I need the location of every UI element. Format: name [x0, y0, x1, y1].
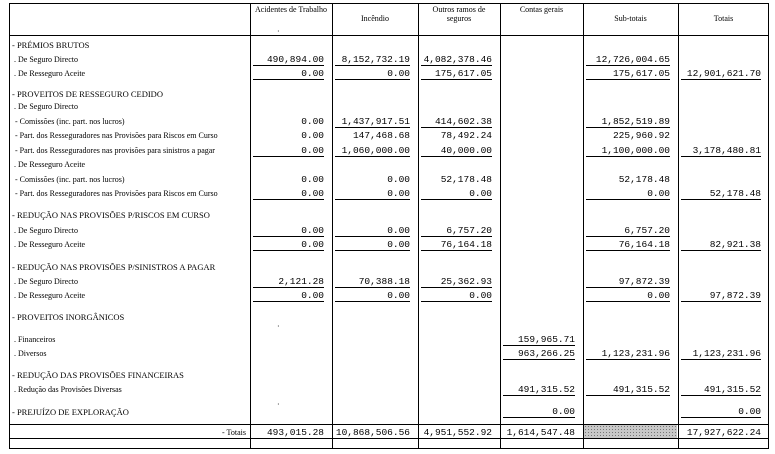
- value-incendio: 0.00: [387, 174, 410, 185]
- value-acidentes: 0.00: [253, 189, 324, 200]
- value-acidentes: 0.00: [301, 116, 324, 127]
- column-header-contas: Contas gerais: [519, 5, 564, 14]
- value-acidentes: 0.00: [301, 130, 324, 141]
- income-statement-sheet: [9, 3, 769, 449]
- value-incendio: 70,388.18: [335, 277, 410, 288]
- column-header-outros: Outros ramos de seguros: [432, 5, 486, 23]
- value-subtotais: 6,757.20: [586, 226, 670, 237]
- column-rule: [500, 4, 501, 448]
- line-item-label: . De Seguro Directo: [14, 102, 78, 111]
- value-totais: 52,178.48: [681, 189, 761, 200]
- value-acidentes: 0.00: [253, 146, 324, 157]
- total-totais: 17,927,622.24: [686, 427, 761, 438]
- value-incendio: 8,152,732.19: [335, 55, 410, 66]
- value-incendio: 1,060,000.00: [335, 146, 410, 157]
- line-item-label: . De Seguro Directo: [14, 277, 78, 286]
- line-item-label: - Part. dos Resseguradores nas Provisões para Riscos em Curso: [15, 131, 218, 140]
- value-outros: 52,178.48: [440, 174, 492, 185]
- value-outros: 40,000.00: [421, 146, 492, 157]
- value-totais: 1,123,231.96: [681, 349, 761, 360]
- total-incendio: 10,868,506.56: [335, 427, 410, 438]
- section-heading: - REDUÇÃO NAS PROVISÕES P/SINISTROS A PAGAR: [12, 262, 216, 272]
- column-rule: [250, 4, 251, 448]
- value-subtotais: 491,315.52: [586, 385, 670, 396]
- column-header-totais: Totais: [713, 14, 734, 23]
- value-incendio: 0.00: [335, 240, 410, 251]
- value-totais: 0.00: [681, 407, 761, 418]
- line-item-label: . De Resseguro Aceite: [14, 160, 86, 169]
- scan-speck: ·: [277, 400, 280, 409]
- line-item-label: - Part. dos Resseguradores nas provisões para sinistros a pagar: [15, 146, 215, 155]
- line-item-label: . Financeiros: [14, 335, 56, 344]
- value-incendio: 0.00: [335, 189, 410, 200]
- value-outros: 6,757.20: [421, 226, 492, 237]
- total-contas: 1,614,547.48: [506, 427, 575, 438]
- value-acidentes: 2,121.28: [253, 277, 324, 288]
- value-outros: 4,082,378.46: [421, 55, 492, 66]
- value-subtotais: 225,960.92: [612, 130, 670, 141]
- column-header-acidentes: Acidentes de Trabalho: [255, 5, 327, 14]
- line-item-label: . Redução das Provisões Diversas: [14, 385, 122, 394]
- value-contas: 0.00: [503, 407, 575, 418]
- value-outros: 25,362.93: [421, 277, 492, 288]
- value-totais: 3,178,480.81: [681, 146, 761, 157]
- value-acidentes: 0.00: [253, 226, 324, 237]
- scan-speck: ·: [277, 322, 280, 331]
- value-contas: 491,315.52: [503, 385, 575, 396]
- section-heading: - REDUÇÃO DAS PROVISÕES FINANCEIRAS: [12, 370, 184, 380]
- section-heading: - REDUÇÃO NAS PROVISÕES P/RISCOS EM CURSO: [12, 210, 210, 220]
- value-acidentes: 0.00: [253, 291, 324, 302]
- value-acidentes: 0.00: [301, 174, 324, 185]
- value-outros: 76,164.18: [421, 240, 492, 251]
- value-subtotais: 97,872.39: [586, 277, 670, 288]
- value-incendio: 0.00: [335, 226, 410, 237]
- value-subtotais: 0.00: [586, 189, 670, 200]
- totals-top-rule: [10, 424, 769, 425]
- line-item-label: . De Resseguro Aceite: [14, 240, 86, 249]
- value-subtotais: 0.00: [586, 291, 670, 302]
- value-outros: 78,492.24: [440, 130, 492, 141]
- section-heading: - PRÉMIOS BRUTOS: [12, 40, 90, 50]
- line-item-label: - Part. dos Resseguradores nas Provisões para Riscos em Curso: [15, 189, 218, 198]
- column-rule: [332, 4, 333, 448]
- value-outros: 175,617.05: [421, 69, 492, 80]
- section-heading: - PREJUÍZO DE EXPLORAÇÃO: [12, 407, 129, 417]
- line-item-label: . De Resseguro Aceite: [14, 291, 86, 300]
- value-totais: 12,901,621.70: [681, 69, 761, 80]
- value-acidentes: 0.00: [253, 240, 324, 251]
- line-item-label: - Comissões (inc. part. nos lucros): [15, 175, 125, 184]
- line-item-label: . De Seguro Directo: [14, 55, 78, 64]
- line-item-label: . De Seguro Directo: [14, 226, 78, 235]
- value-outros: 414,602.38: [421, 117, 492, 128]
- total-acidentes: 493,015.28: [266, 427, 324, 438]
- value-totais: 491,315.52: [681, 385, 761, 396]
- totals-bottom-rule: [10, 438, 769, 439]
- value-subtotais: 12,726,004.65: [586, 55, 670, 66]
- value-totais: 82,921.38: [681, 240, 761, 251]
- value-subtotais: 52,178.48: [618, 174, 670, 185]
- section-heading: - PROVEITOS INORGÂNICOS: [12, 312, 125, 322]
- value-subtotais: 1,100,000.00: [586, 146, 670, 157]
- value-totais: 97,872.39: [681, 291, 761, 302]
- value-contas: 963,266.25: [503, 349, 575, 360]
- value-subtotais: 1,852,519.89: [586, 117, 670, 128]
- value-acidentes: 0.00: [253, 69, 324, 80]
- column-rule: [678, 4, 679, 448]
- value-contas: 159,965.71: [503, 335, 575, 346]
- value-subtotais: 76,164.18: [586, 240, 670, 251]
- total-outros: 4,951,552.92: [423, 427, 492, 438]
- value-incendio: 0.00: [335, 291, 410, 302]
- value-subtotais: 175,617.05: [586, 69, 670, 80]
- value-incendio: 0.00: [335, 69, 410, 80]
- column-header-incendio: Incêndio: [361, 14, 389, 23]
- value-outros: 0.00: [421, 291, 492, 302]
- column-rule: [418, 4, 419, 448]
- totals-label: - Totais: [222, 428, 246, 437]
- column-rule: [583, 4, 584, 448]
- value-subtotais: 1,123,231.96: [586, 349, 670, 360]
- line-item-label: . De Resseguro Aceite: [14, 69, 86, 78]
- scan-speck: ·: [277, 27, 280, 36]
- value-acidentes: 490,894.00: [253, 55, 324, 66]
- value-incendio: 1,437,917.51: [335, 117, 410, 128]
- column-header-subtotais: Sub-totais: [614, 14, 647, 23]
- subtotal-total-shaded-cell: [584, 425, 677, 438]
- value-outros: 0.00: [421, 189, 492, 200]
- section-heading: - PROVEITOS DE RESSEGURO CEDIDO: [12, 89, 163, 99]
- value-incendio: 147,468.68: [352, 130, 410, 141]
- line-item-label: . Diversos: [14, 349, 47, 358]
- line-item-label: - Comissões (inc. part. nos lucros): [15, 117, 125, 126]
